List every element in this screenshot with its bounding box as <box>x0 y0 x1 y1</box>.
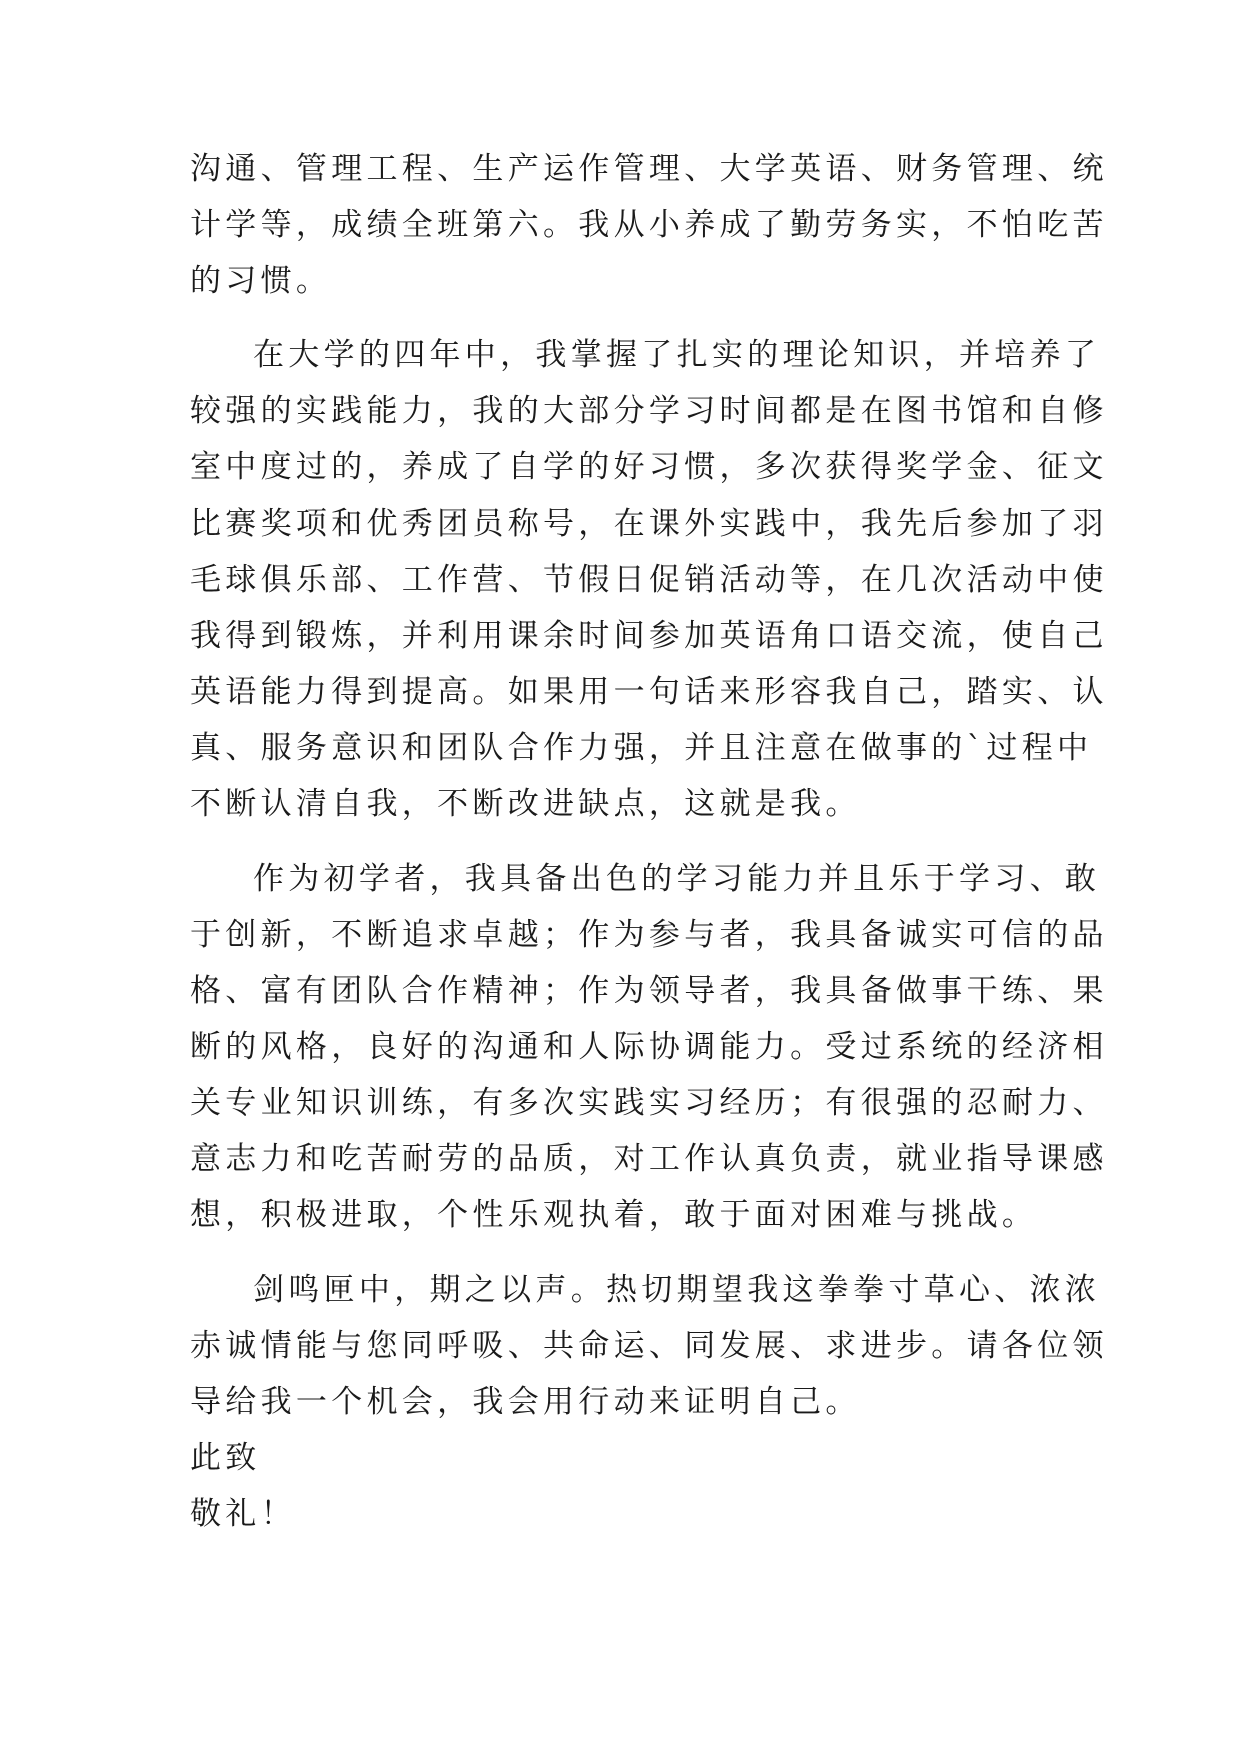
text-line: 毛球俱乐部、工作营、节假日促销活动等，在几次活动中使 <box>190 562 1108 598</box>
paragraph-first-line: 作为初学者，我具备出色的学习能力并且乐于学习、敢 <box>253 861 1101 897</box>
text-line: 关专业知识训练，有多次实践实习经历；有很强的忍耐力、 <box>190 1085 1108 1121</box>
text-line: 较强的实践能力，我的大部分学习时间都是在图书馆和自修 <box>190 393 1108 429</box>
closing-salutation: 此致 <box>190 1440 261 1476</box>
text-line: 我得到锻炼，并利用课余时间参加英语角口语交流，使自己 <box>190 618 1108 654</box>
text-line: 赤诚情能与您同呼吸、共命运、同发展、求进步。请各位领 <box>190 1328 1108 1364</box>
text-line: 想，积极进取，个性乐观执着，敢于面对困难与挑战。 <box>190 1197 1038 1233</box>
closing-regards: 敬礼！ <box>190 1496 296 1532</box>
text-line: 真、服务意识和团队合作力强，并且注意在做事的`过程中 <box>190 730 1093 766</box>
paragraph-first-line: 剑鸣匣中，期之以声。热切期望我这拳拳寸草心、浓浓 <box>253 1272 1101 1308</box>
text-line: 导给我一个机会，我会用行动来证明自己。 <box>190 1384 861 1420</box>
text-line: 于创新，不断追求卓越；作为参与者，我具备诚实可信的品 <box>190 917 1108 953</box>
text-line: 断的风格，良好的沟通和人际协调能力。受过系统的经济相 <box>190 1029 1108 1065</box>
text-line: 比赛奖项和优秀团员称号，在课外实践中，我先后参加了羽 <box>190 506 1108 542</box>
text-line: 格、富有团队合作精神；作为领导者，我具备做事干练、果 <box>190 973 1108 1009</box>
text-line: 意志力和吃苦耐劳的品质，对工作认真负责，就业指导课感 <box>190 1141 1108 1177</box>
text-line: 的习惯。 <box>190 263 332 299</box>
text-line: 室中度过的，养成了自学的好习惯，多次获得奖学金、征文 <box>190 449 1108 485</box>
text-line: 英语能力得到提高。如果用一句话来形容我自己，踏实、认 <box>190 674 1108 710</box>
text-line: 计学等，成绩全班第六。我从小养成了勤劳务实，不怕吃苦 <box>190 207 1108 243</box>
text-line: 不断认清自我，不断改进缺点，这就是我。 <box>190 786 861 822</box>
paragraph-first-line: 在大学的四年中，我掌握了扎实的理论知识，并培养了 <box>253 337 1101 373</box>
text-line: 沟通、管理工程、生产运作管理、大学英语、财务管理、统 <box>190 151 1108 187</box>
